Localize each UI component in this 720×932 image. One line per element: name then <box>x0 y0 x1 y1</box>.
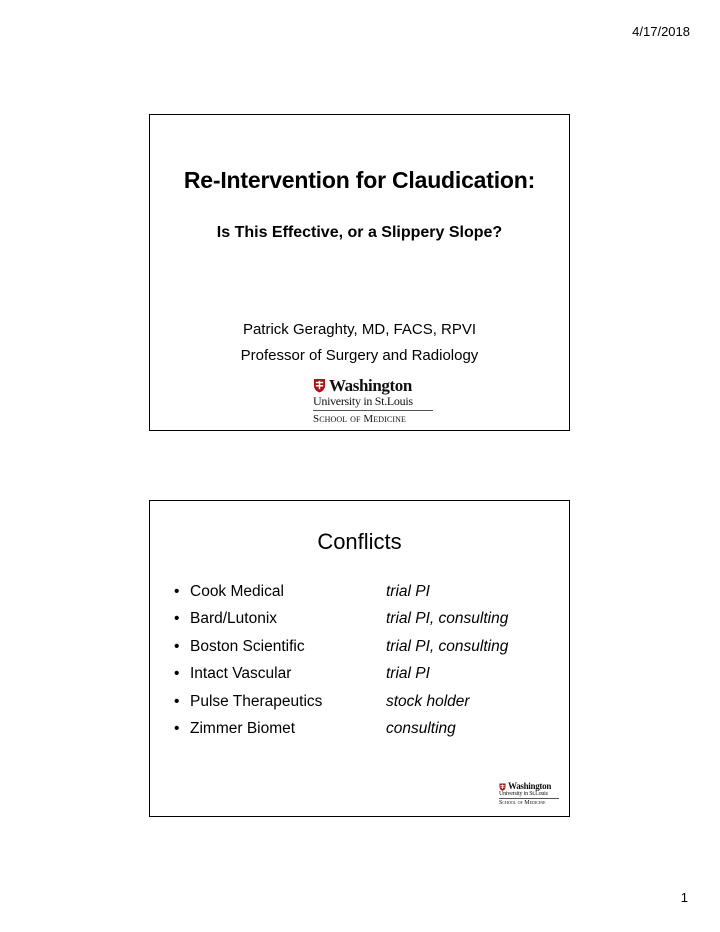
conflict-company: Intact Vascular <box>190 665 292 683</box>
conflicts-list <box>174 578 508 743</box>
list-item <box>174 716 508 744</box>
logo-university: University in St.Louis <box>499 791 548 797</box>
shield-icon <box>499 783 506 791</box>
conflict-company: Pulse Therapeutics <box>190 692 323 710</box>
bullet-icon: • <box>174 692 180 710</box>
presentation-subtitle: Is This Effective, or a Slippery Slope? <box>216 224 503 241</box>
conflict-company: Bard/Lutonix <box>190 610 278 628</box>
logo-school: School of Medicine <box>499 800 546 806</box>
bullet-icon: • <box>174 582 180 600</box>
author-block <box>150 317 569 369</box>
bullet-icon: • <box>174 637 180 655</box>
conflict-role: trial PI, consulting <box>386 610 509 628</box>
logo-divider <box>313 410 433 411</box>
list-item <box>174 661 508 689</box>
slide-conflicts <box>149 500 570 817</box>
conflict-role: stock holder <box>386 692 470 710</box>
author-name: Patrick Geraghty, MD, FACS, RPVI <box>242 321 477 338</box>
logo-school: School of Medicine <box>313 413 406 425</box>
washu-logo-small <box>499 782 559 806</box>
page-date: 4/17/2018 <box>632 24 690 39</box>
list-item <box>174 578 508 606</box>
bullet-icon: • <box>174 610 180 628</box>
bullet-icon: • <box>174 665 180 683</box>
conflict-company: Zimmer Biomet <box>190 720 296 738</box>
logo-wordmark: Washington <box>329 376 412 395</box>
conflict-role: consulting <box>386 720 456 738</box>
conflict-company: Boston Scientific <box>190 637 305 655</box>
page-number: 1 <box>680 890 688 905</box>
logo-university: University in St.Louis <box>313 394 413 408</box>
list-item <box>174 688 508 716</box>
washu-logo <box>313 377 433 425</box>
shield-icon <box>313 378 326 393</box>
slide-title-slide <box>149 114 570 431</box>
logo-divider <box>499 798 559 799</box>
conflict-role: trial PI, consulting <box>386 637 509 655</box>
list-item <box>174 606 508 634</box>
presentation-title: Re-Intervention for Claudication: <box>183 167 536 193</box>
bullet-icon: • <box>174 720 180 738</box>
conflicts-title: Conflicts <box>317 529 402 554</box>
logo-wordmark: Washington <box>508 781 552 791</box>
author-position: Professor of Surgery and Radiology <box>240 347 479 364</box>
conflict-role: trial PI <box>386 665 430 683</box>
list-item <box>174 633 508 661</box>
conflict-company: Cook Medical <box>190 582 284 600</box>
conflict-role: trial PI <box>386 582 430 600</box>
